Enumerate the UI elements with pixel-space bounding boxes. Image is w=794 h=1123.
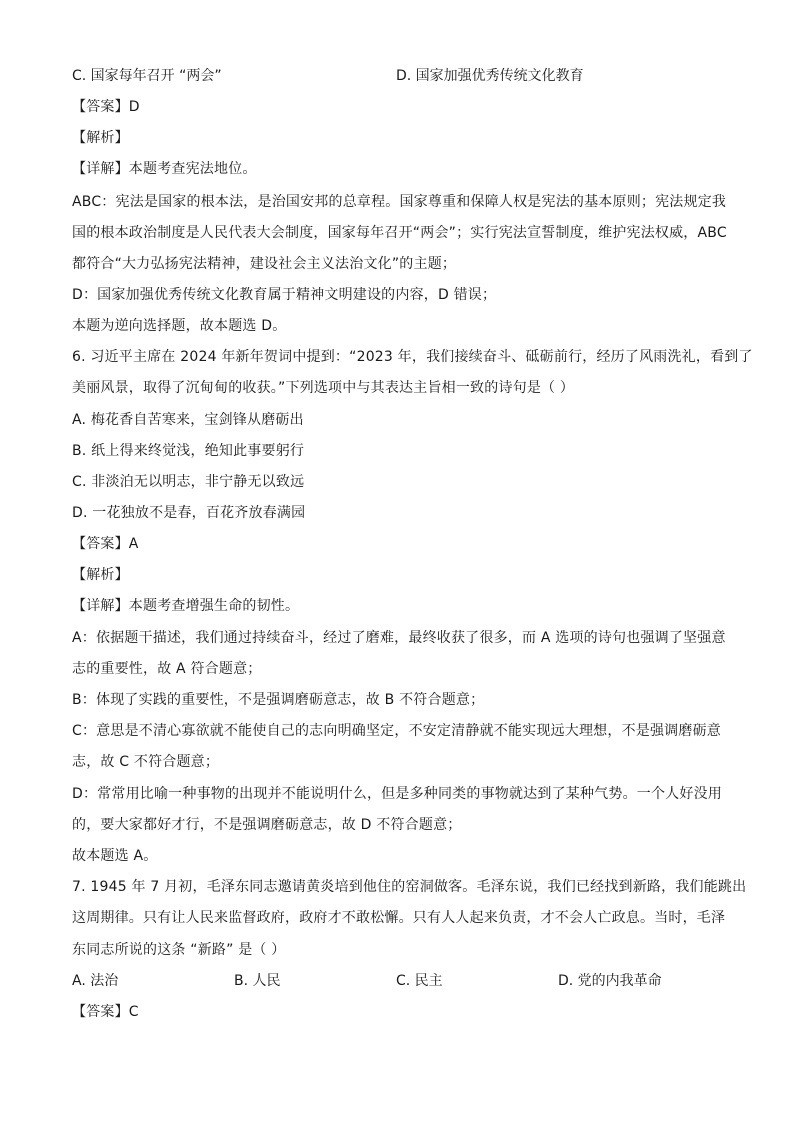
q6-conclusion: 故本题选 A。 bbox=[72, 848, 158, 864]
q6-analysis-heading: 【解析】 bbox=[72, 567, 129, 583]
q6-option-d: D. 一花独放不是春，百花齐放春满园 bbox=[72, 505, 306, 521]
q7-option-d: D. 党的内我革命 bbox=[558, 973, 662, 989]
q5-detail: 【详解】本题考查宪法地位。 bbox=[72, 161, 257, 177]
q6-explanation-line: A：依据题干描述，我们通过持续奋斗，经过了磨难，最终收获了很多，而 A 选项的诗句也强调了坚强意 bbox=[72, 630, 726, 646]
q6-explanation-line: B：体现了实践的重要性，不是强调磨砺意志，故 B 不符合题意； bbox=[72, 692, 485, 708]
q6-stem-line: 美丽风景，取得了沉甸甸的收获。”下列选项中与其表达主旨相一致的诗句是（ ） bbox=[72, 380, 575, 396]
q5-explanation-line: 都符合“大力弘扬宪法精神，建设社会主义法治文化”的主题； bbox=[72, 256, 457, 272]
q7-stem-line: 这周期律。只有让人民来监督政府，政府才不敢松懈。只有人人起来负责，才不会人亡政息。当时，毛泽 bbox=[72, 910, 726, 926]
q6-explanation-line: 的，要大家都好才行，不是强调磨砺意志，故 D 不符合题意； bbox=[72, 817, 462, 833]
q6-option-a: A. 梅花香自苦寒来，宝剑锋从磨砺出 bbox=[72, 412, 304, 428]
q5-explanation-line: D：国家加强优秀传统文化教育属于精神文明建设的内容，D 错误； bbox=[72, 287, 497, 303]
q5-explanation-line: ABC：宪法是国家的根本法，是治国安邦的总章程。国家尊重和保障人权是宪法的基本原则；宪法规定我 bbox=[72, 194, 727, 210]
q7-stem-line: 东同志所说的这条 “新路” 是（ ） bbox=[72, 942, 286, 958]
q7-answer: 【答案】C bbox=[72, 1004, 139, 1020]
q5-option-d: D. 国家加强优秀传统文化教育 bbox=[396, 68, 584, 84]
q6-stem-line: 6. 习近平主席在 2024 年新年贺词中提到：“2023 年，我们接续奋斗、砥砺前行，经历了风雨洗礼，看到了 bbox=[72, 349, 753, 365]
q6-explanation-line: C：意思是不清心寡欲就不能使自己的志向明确坚定，不安定清静就不能实现远大理想，不是强调磨砺意 bbox=[72, 723, 721, 739]
q6-explanation-line: 志，故 C 不符合题意； bbox=[72, 754, 220, 770]
q6-explanation-line: 志的重要性，故 A 符合题意； bbox=[72, 661, 262, 677]
q6-detail: 【详解】本题考查增强生命的韧性。 bbox=[72, 598, 300, 614]
q5-option-c: C. 国家每年召开 “两会” bbox=[72, 68, 222, 84]
q7-option-a: A. 法治 bbox=[72, 973, 119, 989]
q6-option-c: C. 非淡泊无以明志，非宁静无以致远 bbox=[72, 474, 305, 490]
q5-conclusion: 本题为逆向选择题，故本题选 D。 bbox=[72, 318, 287, 334]
q5-analysis-heading: 【解析】 bbox=[72, 130, 129, 146]
q6-answer: 【答案】A bbox=[72, 536, 139, 552]
q7-stem-line: 7. 1945 年 7 月初，毛泽东同志邀请黄炎培到他住的窑洞做客。毛泽东说，我们已经找到新路，我们能跳出 bbox=[72, 879, 747, 895]
q6-explanation-line: D：常常用比喻一种事物的出现并不能说明什么，但是多种同类的事物就达到了某种气势。一个人好没用 bbox=[72, 786, 722, 802]
q5-answer: 【答案】D bbox=[72, 99, 140, 115]
q6-option-b: B. 纸上得来终觉浅，绝知此事要躬行 bbox=[72, 443, 305, 459]
q7-option-b: B. 人民 bbox=[234, 973, 281, 989]
q7-option-c: C. 民主 bbox=[396, 973, 443, 989]
q5-explanation-line: 国的根本政治制度是人民代表大会制度，国家每年召开“两会”；实行宪法宣誓制度，维护宪法权威，ABC bbox=[72, 225, 727, 241]
